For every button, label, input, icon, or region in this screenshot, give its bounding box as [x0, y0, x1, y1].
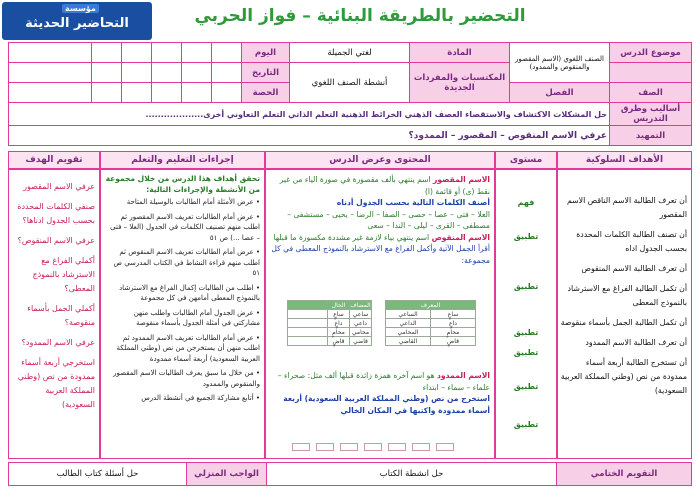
procedure-item: • عرض الجدول أمام الطالبات واطلب منهن مشاركتي في أمثلة الجدول بأسماء منقوصة — [133, 308, 260, 327]
level-item: فهم — [517, 198, 535, 207]
procedure-item: • أتابع مشاركة الجميع في أنشطة الدرس — [141, 394, 260, 402]
mini-header: الحال — [328, 301, 350, 310]
day-label: اليوم — [242, 43, 290, 63]
procedure-item: • عرض الأمثلة أمام الطالبات بالوسيلة المتاحة — [126, 198, 260, 206]
evaluation-panel — [8, 169, 100, 459]
content-panel — [265, 169, 495, 459]
methods-value: حل المشكلات الاكتشاف والاستقصاء العصف الذهني الخرائط الذهنية التعلم الذاتي التعلم التعاوني أخرى................... — [9, 103, 610, 126]
acquisitions-value: أنشطة الصنف اللغوي — [290, 63, 410, 103]
evaluation-item: صنفي الكلمات المحددة بحسب الجدول ادناها؟ — [17, 202, 95, 225]
mini-cell: ساعي — [350, 310, 372, 319]
acquisitions-label: المكتسبات والمفردات الجديدة — [410, 63, 510, 103]
homework-value: حل أسئلة كتاب الطالب — [9, 463, 187, 486]
objective-item: أن تعرف الطالبة الاسم المنقوص — [581, 264, 687, 273]
answer-box[interactable] — [316, 443, 334, 451]
mini-header: المضاف — [350, 301, 371, 309]
evaluation-item: أكملي الجمل بأسماء منقوصة؟ — [27, 304, 95, 327]
mini-cell: القاضي — [386, 337, 431, 346]
answer-box[interactable] — [292, 443, 310, 451]
col-header-level: مستوى — [495, 151, 557, 169]
mini-cell: داعي — [350, 319, 372, 328]
example-table-left — [287, 300, 372, 346]
site-logo[interactable] — [2, 2, 152, 40]
mamdud-def: هو اسم آخره همزة زائدة قبلها ألف مثل: صحراء – علماء – سماء – ابتداء — [277, 371, 490, 392]
answer-box[interactable] — [388, 443, 406, 451]
mini-cell: قاضٍ — [328, 337, 350, 346]
answer-box[interactable] — [436, 443, 454, 451]
class-label: الصف — [610, 83, 692, 103]
col-header-objectives: الأهداف السلوكية — [557, 151, 692, 169]
final-eval-value: حل انشطة الكتاب — [267, 463, 557, 486]
period-label: الحصة — [242, 83, 290, 103]
objective-item: أن تستخرج الطالبة أربعة أسماء ممدودة من نص (وطني المملكة العربية السعودية) — [560, 358, 687, 395]
chapter-label: الفصل — [510, 83, 610, 103]
evaluation-item: استخرجي أربعة أسماء ممدودة من نص (وطني المملكة العربية السعودية) — [17, 358, 95, 409]
objectives-list — [556, 192, 691, 400]
mini-cell: المحامي — [386, 328, 431, 337]
mini-cell: ساعٍ — [328, 310, 350, 319]
level-item: تطبيق — [513, 348, 539, 357]
procedure-item: • عرض أمام الطالبات تعريف الاسم الممدود ثم اطلب منهن أن يستخرجن من نص (وطني المملكة العربية السعودية) أربعة أسماء ممدودة — [116, 333, 260, 363]
logo-text: التحاضير الحديثة — [25, 16, 129, 31]
level-item: تطبيق — [513, 420, 539, 429]
mini-cell: قاضٍ — [431, 337, 476, 346]
date-label: التاريخ — [242, 63, 290, 83]
objective-item: أن تعرف الطالبة الاسم الممدود — [585, 338, 687, 347]
procedures-intro: تحقق أهداف هذا الدرس من خلال مجموعة من الأنشطة والإجراءات التالية: — [105, 174, 260, 194]
mini-cell: قاضي — [350, 337, 372, 346]
lesson-info-table — [8, 42, 692, 146]
mini-cell: الداعي — [386, 319, 431, 328]
procedure-item: • اطلب من الطالبات إكمال الفراغ مع الاسترشاد بالنموذج المعطى أمامهن في كل مجموعة — [119, 283, 260, 302]
maqsur-def: اسم ينتهي بألف مقصورة في صورة الياء من غير نقط (ى) أو قائمة (ا) — [279, 175, 490, 196]
evaluation-item: عرفي الاسم المقصور — [23, 182, 95, 191]
extract-instruction: استخرج من نص (وطني المملكة العربية السعودية) أربعة أسماء ممدودة واكتبها في المكان الخالي — [283, 394, 490, 415]
objective-item: أن تكمل الطالبة الجمل بأسماء منقوصة — [560, 318, 687, 327]
evaluation-item: عرفي الاسم الممدود؟ — [21, 338, 95, 347]
answer-box[interactable] — [364, 443, 382, 451]
mini-cell: محامي — [350, 328, 372, 337]
mini-cell: الساعي — [386, 310, 431, 319]
mamdud-label: الاسم الممدود — [437, 371, 490, 380]
mini-header: المعرف — [386, 301, 476, 310]
evaluation-item: أكملي الفراغ مع الاسترشاد بالنموذج المعطى؟ — [32, 256, 95, 293]
objective-item: أن تصنف الطالبة الكلمات المحددة بحسب الجدول اداه — [576, 230, 687, 253]
lesson-topic-value: الصنف اللغوي (الاسم المقصور والمنقوص والممدود) — [510, 43, 610, 83]
objectives-panel — [557, 169, 692, 459]
mini-cell: داعٍ — [431, 319, 476, 328]
level-item: تطبيق — [513, 232, 539, 241]
objective-item: أن تكمل الطالبة الفراغ مع الاسترشاد بالنموذج المعطى — [567, 284, 687, 307]
methods-label: أساليب وطرق التدريس — [610, 103, 692, 126]
subject-value: لغتي الجميلة — [290, 43, 410, 63]
final-eval-label: التقويم الختامي — [557, 463, 692, 486]
procedure-item: • من خلال ما سبق يعرف الطالبات الاسم المقصور والمنقوص والممدود — [113, 369, 260, 388]
col-header-content: المحتوى وعرض الدرس — [265, 151, 495, 169]
level-item: تطبيق — [513, 382, 539, 391]
mini-cell: ساعٍ — [431, 310, 476, 319]
answer-box[interactable] — [412, 443, 430, 451]
lesson-topic-label: موضوع الدرس — [610, 43, 692, 63]
mini-cell: داعٍ — [328, 319, 350, 328]
objective-item: أن تعرف الطالبة الاسم الناقص الاسم المقصور — [566, 196, 687, 219]
page-title: التحضير بالطريقة البنائية – فواز الحربي — [194, 6, 526, 26]
intro-label: التمهيد — [610, 126, 692, 146]
example-table-right — [385, 300, 476, 346]
cell — [212, 43, 242, 63]
subject-label: المادة — [410, 43, 510, 63]
intro-value: عرفي الاسم المنقوص – المقصور – الممدود؟ — [9, 126, 610, 146]
lesson-topic-label-2 — [610, 63, 692, 83]
col-header-evaluation: تقويم الهدف — [8, 151, 100, 169]
manqus-def: اسم ينتهي بياء لازمة غير مشددة مكسورة ما قبلها — [273, 232, 430, 242]
manqus-label: الاسم المنقوص — [431, 232, 490, 242]
procedure-item: • عرض أمام الطالبات تعريف الاسم المقصور ثم اطلب منهم تصنيف الكلمات في الجدول (العلا – فتى – عصا ...) ص ٥١ — [110, 212, 260, 242]
procedures-panel — [100, 169, 265, 459]
mini-cell: محامٍ — [431, 328, 476, 337]
homework-label: الواجب المنزلي — [187, 463, 267, 486]
mini-cell: محامٍ — [328, 328, 350, 337]
classify-instruction: أصنف الكلمات التالية بحسب الجدول أدناه — [336, 198, 490, 207]
maqsur-label: الاسم المقصور — [433, 175, 490, 184]
answer-boxes — [286, 436, 454, 455]
procedure-item: • عرض أمام الطالبات تعريف الاسم المنقوص ثم اطلب منهم قراءة النشاط في الكتاب المدرسي ص ٥١ — [113, 248, 260, 277]
evaluation-item: عرفي الاسم المنقوص؟ — [17, 236, 95, 245]
classify-words: العلا – فتى – عصا – حصى – الصفا – الرضا – يحيى – مستشفى – مصطفى – القرى – ليلى – الندا – سعى — [287, 209, 490, 230]
level-item: تطبيق — [513, 282, 539, 291]
col-header-procedures: إجراءات التعليم والتعلم — [100, 151, 265, 169]
logo-tag: مؤسسة — [62, 4, 99, 13]
levels-panel — [495, 169, 557, 459]
footer-table — [8, 462, 692, 486]
complete-instruction: أقرأ الجمل الآتية وأكمل الفراغ مع الاسترشاد بالنموذج المعطى في كل مجموعة: — [271, 244, 490, 265]
level-item: تطبيق — [513, 328, 539, 337]
answer-box[interactable] — [340, 443, 358, 451]
